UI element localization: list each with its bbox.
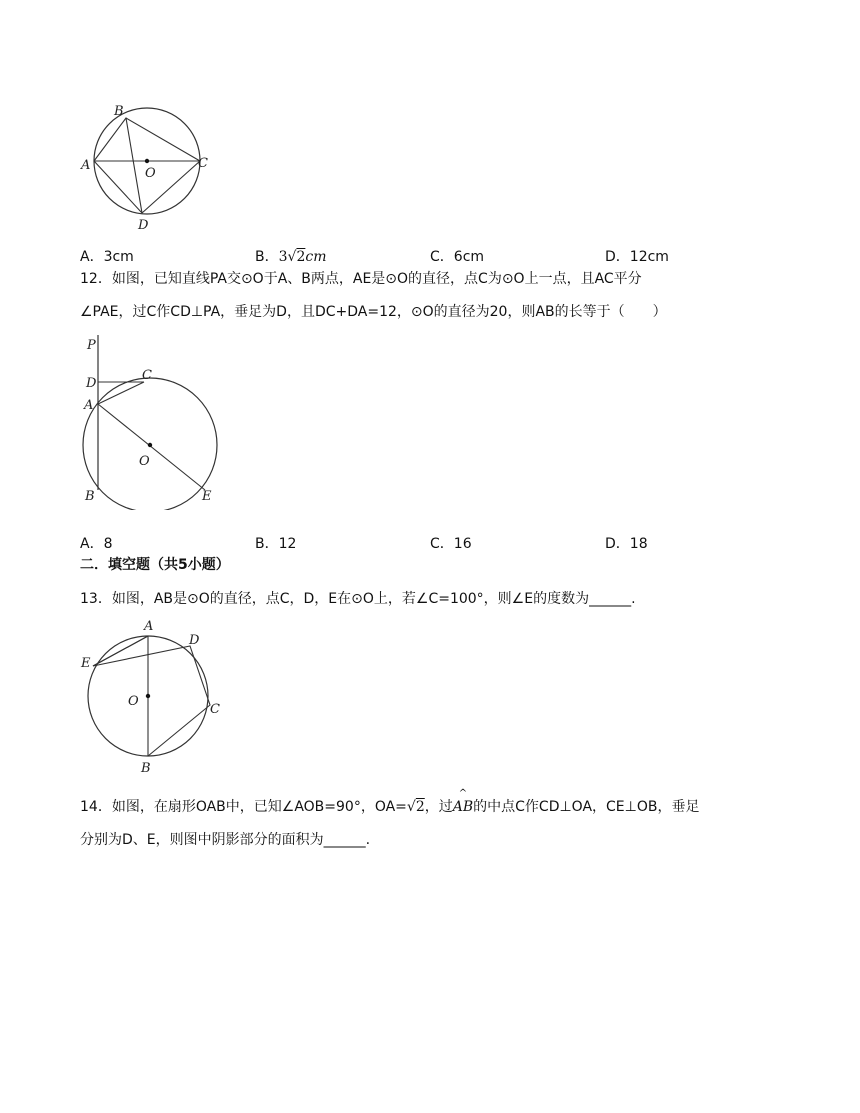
q13-figure [78,612,228,777]
q11-option-c-letter: C． [430,249,454,265]
q13-line-1: 13．如图，AB是⊙O的直径，点C，D，E在⊙O上，若∠C=100°，则∠E的度数为______. [80,591,636,607]
q11-label-b: B [114,104,124,119]
q12-label-d: D [86,376,97,391]
q11-option-d-text: 12cm [629,249,669,265]
q12-diameter-ae [98,404,205,490]
q14-arc-label: AB [452,799,474,815]
q12-option-a-text: 8 [103,536,113,552]
q14-line-2: 分别为D、E，则图中阴影部分的面积为______. [80,832,371,848]
q13-center-dot [146,694,150,698]
q12-figure [78,335,228,510]
q13-label-b: B [141,761,151,776]
q12-label-c: C [142,368,152,383]
q13-polygon [93,636,210,756]
q14-line-1: 14．如图，在扇形OAB中，已知∠AOB=90°，OA=√2，过 ^ AB的中点C作CD⊥OA，CE⊥OB，垂足 [80,788,700,815]
q12-option-a-letter: A． [80,536,104,552]
q14-arc-mark: ^ [458,788,468,799]
q13-label-o: O [128,694,139,709]
q12-option-d-text: 18 [629,536,648,552]
q12-center-dot [148,443,152,447]
q11-option-a-text: 3cm [103,249,134,265]
q11-label-d: D [138,218,149,233]
q13-label-c: C [210,702,220,717]
q11-option-d-letter: D． [605,249,630,265]
q12-option-b-letter: B． [255,536,279,552]
q12-label-p: P [87,338,96,353]
q14-radicand: 2 [415,799,425,815]
q12-option-b [255,533,296,553]
q12-option-d-letter: D． [605,536,630,552]
q13-chord-ed [93,636,148,666]
q12-segment-ac [98,382,144,404]
q11-option-c-text: 6cm [453,249,485,265]
q12-label-o: O [139,454,150,469]
q12-label-e: E [202,489,212,504]
q13-label-a: A [144,619,154,634]
q11-label-o: O [145,166,156,181]
q11-option-b-coef: 3 [278,249,288,265]
q11-option-b-letter: B． [255,249,279,265]
q12-label-b: B [85,489,95,504]
q11-option-c [430,246,484,266]
q12-line-1: 12．如图，已知直线PA交⊙O于A、B两点，AE是⊙O的直径，点C为⊙O上一点，且AC平分 [80,271,642,287]
q12-option-b-text: 12 [278,536,297,552]
q11-option-a [80,246,134,266]
q14-text-part3: 的中点C作CD⊥OA，CE⊥OB，垂足 [473,799,700,815]
q13-label-d: D [189,633,200,648]
q12-option-c-text: 16 [453,536,472,552]
q12-option-c-letter: C． [430,536,454,552]
q12-option-d [605,533,648,553]
q14-arc-ab [452,788,474,815]
q14-text-part2: ，过 [424,799,453,815]
q12-option-a [80,533,113,553]
q11-figure [78,100,218,235]
q11-option-d [605,246,669,266]
q11-label-c: C [198,156,208,171]
q12-label-a: A [84,398,94,413]
q12-option-c [430,533,472,553]
q11-center-dot [145,159,149,163]
q11-option-a-letter: A． [80,249,104,265]
q14-text-part1: 14．如图，在扇形OAB中，已知∠AOB=90°，OA= [80,799,407,815]
q11-option-b-radicand: 2 [296,249,306,265]
q11-label-a: A [81,158,91,173]
q12-line-2: ∠PAE，过C作CD⊥PA，垂足为D，且DC+DA=12，⊙O的直径为20，则AB的长等于（ ） [80,304,667,320]
section-fill-blank-title: 二．填空题（共5小题） [80,557,230,573]
q11-option-b: B．3√2cm [255,249,327,265]
q11-option-b-unit: cm [305,249,327,265]
q13-label-e: E [81,656,91,671]
